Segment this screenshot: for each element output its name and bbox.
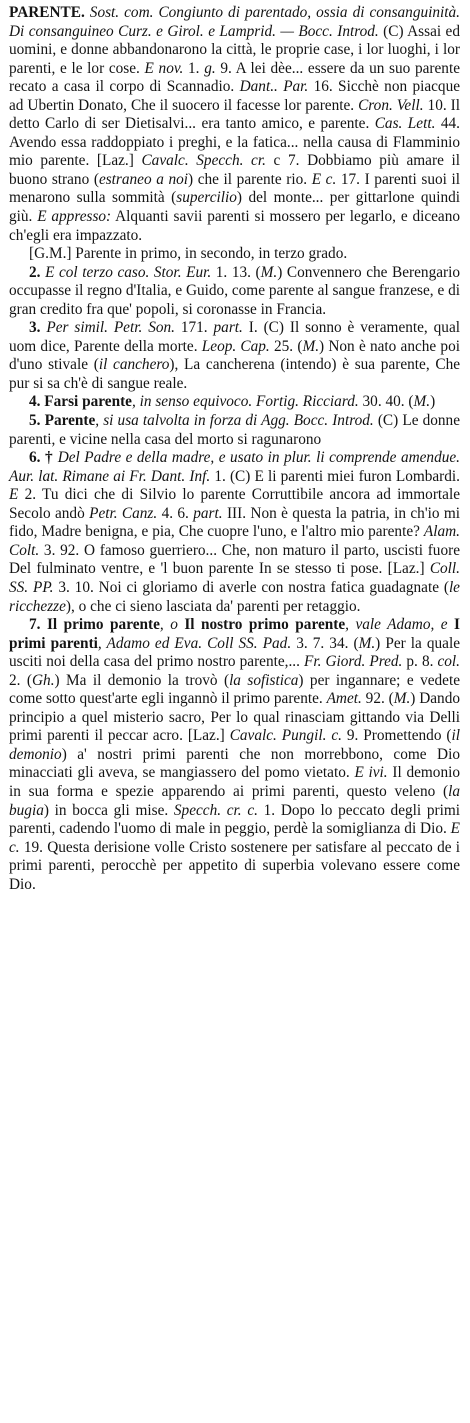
text-run: col. (437, 653, 460, 671)
text-run: [G.M.] Parente in primo, in secondo, in terzo grado. (29, 245, 348, 263)
text-run: M. (260, 263, 278, 281)
text-run: 92. ( (361, 690, 394, 708)
text-run: , in senso equivoco. Fortig. Ricciard. (131, 393, 359, 411)
text-run: E (9, 486, 19, 504)
text-run: 44. Avendo essa raddoppiato i preghi, e la fatica... nella causa di Flamminio mio parente. [Laz.] (9, 115, 460, 170)
text-run: ) in bocca gli mise. (43, 801, 174, 819)
text-run: M. (393, 690, 411, 708)
text-run: p. 8. (402, 653, 438, 671)
text-run: E col terzo caso. Stor. Eur. (40, 263, 212, 281)
text-run: Cavalc. Specch. cr. (141, 152, 266, 170)
text-run: (C) Assai ed uomini, e donne abbandonarono la città, le proprie case, i lor luoghi, i lor parenti, e le lor cose. (9, 22, 461, 77)
text-run: ) Dando principio a quel misterio sacro, Per lo qual rinasciam gittando via Delli primi parenti il peccar acro. [Laz.] (9, 690, 461, 745)
text-run: 3. 7. 34. ( (291, 634, 359, 652)
text-run: E nov. (144, 59, 184, 77)
text-run: 6. † (29, 449, 54, 467)
text-run: III. Non è questa la patria, in ch'io mi fido, Madre benigna, e pia, Che cuopre l'uno, e l'altro mio parente? (9, 504, 460, 541)
text-run: Fr. Giord. Pred. (304, 653, 403, 671)
text-run: (C) Le donne parenti, e vicine nella casa del morto si ragunarono (9, 412, 460, 448)
text-run: Petr. Canz. (89, 504, 158, 522)
entry-definition (9, 4, 460, 245)
text-run: 10. Il detto Carlo di ser Dietisalvi... era tanto amico, e parente. (9, 96, 461, 133)
text-run: M. (302, 337, 320, 355)
text-run: 3. 10. Noi ci gloriamo di averle con nostra fatica guadagnate ( (53, 578, 449, 596)
text-run: 2. ( (9, 671, 32, 689)
text-run: Cavalc. Pungil. c. (229, 727, 342, 745)
text-run: la bugia (9, 782, 460, 819)
text-run: 171. (174, 319, 214, 337)
text-run: ), o che ci sieno lasciata da' parenti per retaggio. (65, 597, 361, 615)
text-run: Cron. Vell. (358, 96, 424, 114)
text-run: 3. 92. O famoso guerriero... Che, non maturo il parto, uscisti fuore Del fulminato ventre, e 'l buon parente In se stesso ti pose. [Laz.] (9, 541, 460, 578)
text-run: il canchero (98, 356, 170, 374)
text-run: 9. Promettendo ( (341, 727, 452, 745)
text-run: Per simil. Petr. Son. (40, 319, 175, 337)
text-run: Alam. Colt. (9, 523, 460, 559)
text-run: Specch. cr. c. (173, 801, 258, 819)
text-run: Coll. SS. PP. (9, 560, 460, 596)
text-run: 4. Farsi parente (29, 393, 132, 411)
text-run: ) a' nostri primi parenti che non morrebbono, come Dio minacciati gli aveva, se mangiassero del pomo vietato. (9, 745, 460, 782)
text-run: Il demonio in sua forma e spezie apparendo ai primi parenti, questo veleno ( (9, 764, 460, 800)
entry-sense-2 (9, 264, 460, 320)
text-run: 30. 40. ( (358, 393, 414, 411)
text-run: part. (193, 504, 223, 522)
entry-sense-3 (9, 319, 460, 393)
text-run: E ivi. (354, 764, 388, 782)
text-run: Amet. (326, 690, 362, 708)
text-run: Leop. Cap. (201, 337, 270, 355)
text-run: Gh. (32, 671, 55, 689)
text-run: M. (413, 393, 431, 411)
text-run: il demonio (9, 727, 460, 763)
text-run: 2. (29, 263, 41, 281)
text-run: Del Padre e della madre, e usato in plur. li comprende amendue. Aur. lat. Rimane ai Fr. Dant. Inf. (9, 449, 460, 485)
text-run: 3. (29, 319, 41, 337)
text-run: le ricchezze (9, 578, 460, 615)
text-run: part. (213, 319, 243, 337)
text-run: 17. I parenti suoi il menarono sulla sommità ( (9, 170, 460, 207)
text-run: 5. Parente (29, 412, 96, 430)
text-run: ) del monte... per gittarlone quindi giù. (9, 189, 460, 226)
text-run: Dant.. Par. (239, 78, 309, 96)
entry-sense-5 (9, 412, 460, 449)
text-run: 16. Sicchè non piacque ad Ubertin Donato, Che il suocero il facesse lor parente. (9, 78, 461, 114)
text-run: 7. Il primo parente (29, 616, 160, 634)
text-run: M. (358, 634, 376, 652)
text-run: , o (159, 616, 185, 634)
text-run: 1. Dopo lo peccato degli primi parenti, cadendo l'uomo di male in peggio, perdè la somiglianza di Dio. (9, 801, 460, 838)
text-run: ) Convennero che Berengario occupasse il regno d'Italia, e Guido, come parente al sangue franzese, e di gran credito fra que' popoli, si coronasse in Francia. (9, 263, 461, 318)
text-run: c 7. Dobbiamo più amare il buono strano ( (9, 152, 460, 188)
text-run: I primi parenti (9, 616, 460, 652)
text-run: 9. A lei dèe... essere da un suo parente recato a casa il corpo di Scannadio. (9, 59, 460, 96)
text-run: 1. 13. ( (211, 263, 261, 281)
text-run: 25. ( (269, 337, 303, 355)
text-run: Cas. Lett. (374, 115, 436, 133)
text-run: Alquanti savii parenti si mossero per legarlo, e diceano ch'egli era impazzato. (9, 208, 461, 244)
text-run: ) Non è nato anche poi d'uno stivale ( (9, 337, 460, 374)
text-run: , vale Adamo, e (345, 616, 455, 634)
text-run: ) Ma il demonio la trovò ( (54, 671, 230, 689)
text-run: I. (C) Il sonno è veramente, qual uom dice, Parente della morte. (9, 319, 460, 355)
text-run: la sofistica (229, 671, 299, 689)
text-run: 1. (183, 59, 205, 77)
text-run: ) per ingannare; e vedete come sotto quest'arte egli ingannò il primo parente. (9, 671, 460, 708)
text-run: ) che il parente rio. (188, 170, 312, 188)
text-run: g. (204, 59, 216, 77)
text-run: supercilio (176, 189, 237, 207)
text-run: Sost. com. Congiunto di parentado, ossia di consanguinità. Di consanguineo Curz. e Girol. e Lamprid. — Bocc. Introd. (9, 4, 460, 40)
text-run: estraneo a noi (98, 170, 189, 188)
text-run: Il nostro primo parente (184, 616, 346, 634)
text-run: , Adamo ed Eva. Coll SS. Pad. (97, 634, 292, 652)
dictionary-entry-parente (9, 4, 460, 894)
text-run: ), La cancherena (intendo) è sua parente, Che pur si sa ch'è di sangue reale. (9, 356, 461, 392)
text-run: 1. (C) E li parenti miei furon Lombardi. (210, 467, 460, 485)
text-run: PARENTE. (9, 4, 85, 21)
text-run: ) Per la quale usciti noi della casa del primo nostro parente,... (9, 634, 461, 671)
text-run: ) (430, 393, 436, 411)
text-run: E c. (9, 820, 460, 856)
text-run: E appresso: (37, 208, 112, 226)
text-run: E c. (311, 170, 337, 188)
entry-sense-4 (9, 393, 460, 412)
text-run: , si usa talvolta in forza di Agg. Bocc. Introd. (95, 412, 374, 430)
text-run: 19. Questa derisione volle Cristo sostenere per satisfare al peccato de i primi parenti, perocchè per appetito di superbia volevano essere come Dio. (9, 838, 460, 893)
entry-sense-7 (9, 616, 460, 894)
text-run: 4. 6. (157, 504, 194, 522)
entry-sense-6 (9, 449, 460, 616)
entry-note-gm (9, 245, 460, 264)
text-run: 2. Tu dici che di Silvio lo parente Corruttibile ancora ad immortale Secolo andò (9, 486, 460, 522)
